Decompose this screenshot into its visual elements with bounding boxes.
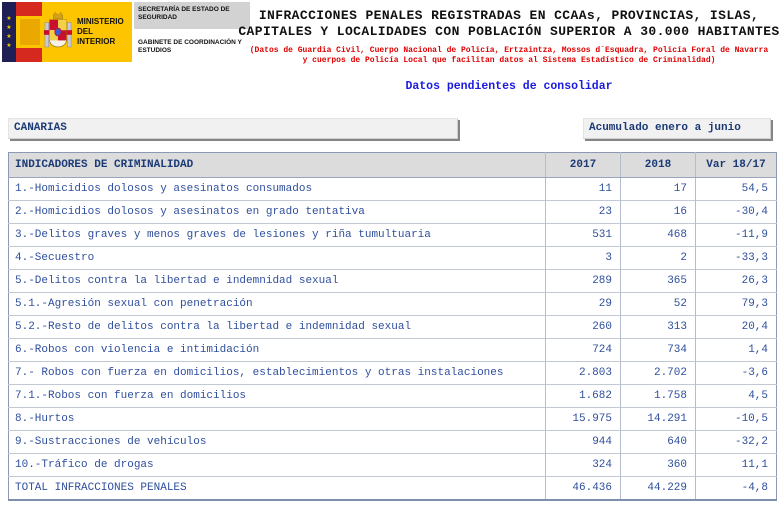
indicator-cell: 4.-Secuestro bbox=[9, 247, 546, 270]
indicator-cell: 7.- Robos con fuerza en domicilios, establecimientos y otras instalaciones bbox=[9, 362, 546, 385]
indicator-cell: 3.-Delitos graves y menos graves de lesiones y riña tumultuaria bbox=[9, 224, 546, 247]
table-row bbox=[9, 224, 777, 247]
variation-cell: -32,2 bbox=[696, 431, 777, 454]
eu-stars-strip bbox=[2, 2, 16, 62]
sources-note bbox=[236, 46, 782, 65]
period-selector[interactable]: Acumulado enero a junio bbox=[583, 118, 771, 139]
variation-cell: -30,4 bbox=[696, 201, 777, 224]
value-2018-cell: 360 bbox=[621, 454, 696, 477]
value-2018-cell: 365 bbox=[621, 270, 696, 293]
value-2017-cell: 944 bbox=[546, 431, 621, 454]
table-row bbox=[9, 178, 777, 201]
value-2018-cell: 44.229 bbox=[621, 477, 696, 500]
value-2017-cell: 260 bbox=[546, 316, 621, 339]
star-icon: ★ bbox=[6, 32, 12, 40]
column-header-2017: 2017 bbox=[546, 153, 621, 178]
sources-note-line1: (Datos de Guardia Civil, Cuerpo Nacional de Policía, Ertzaintza, Mossos d´Esquadra, Policía Foral de Navarra bbox=[249, 46, 769, 55]
table-row bbox=[9, 201, 777, 224]
value-2018-cell: 640 bbox=[621, 431, 696, 454]
value-2018-cell: 734 bbox=[621, 339, 696, 362]
coat-of-arms-icon bbox=[42, 2, 74, 62]
value-2018-cell: 2.702 bbox=[621, 362, 696, 385]
spain-flag bbox=[16, 2, 42, 62]
variation-cell: 79,3 bbox=[696, 293, 777, 316]
variation-cell: 26,3 bbox=[696, 270, 777, 293]
page-title-line2: CAPITALES Y LOCALIDADES CON POBLACIÓN SUPERIOR A 30.000 HABITANTES bbox=[238, 24, 780, 39]
table-row bbox=[9, 385, 777, 408]
column-header-2018: 2018 bbox=[621, 153, 696, 178]
table-row bbox=[9, 316, 777, 339]
value-2017-cell: 29 bbox=[546, 293, 621, 316]
variation-cell: 54,5 bbox=[696, 178, 777, 201]
ministry-name-line1: MINISTERIO bbox=[77, 17, 124, 26]
table-row bbox=[9, 362, 777, 385]
value-2017-cell: 11 bbox=[546, 178, 621, 201]
department-labels bbox=[134, 2, 250, 62]
table-row bbox=[9, 431, 777, 454]
ministry-logo bbox=[2, 2, 250, 62]
report-header bbox=[236, 8, 782, 93]
table-row bbox=[9, 408, 777, 431]
variation-cell: -10,5 bbox=[696, 408, 777, 431]
value-2017-cell: 531 bbox=[546, 224, 621, 247]
indicator-cell: 1.-Homicidios dolosos y asesinatos consumados bbox=[9, 178, 546, 201]
page-title-line1: INFRACCIONES PENALES REGISTRADAS EN CCAAs, PROVINCIAS, ISLAS, bbox=[258, 8, 760, 23]
column-header-indicators: INDICADORES DE CRIMINALIDAD bbox=[9, 153, 546, 178]
value-2017-cell: 15.975 bbox=[546, 408, 621, 431]
value-2017-cell: 2.803 bbox=[546, 362, 621, 385]
table-row bbox=[9, 339, 777, 362]
flag-red-band bbox=[16, 2, 42, 16]
sources-note-line2: y cuerpos de Policía Local que facilitan datos al Sistema Estadístico de Criminalidad) bbox=[302, 55, 716, 65]
indicator-cell: 10.-Tráfico de drogas bbox=[9, 454, 546, 477]
indicator-cell: 9.-Sustracciones de vehículos bbox=[9, 431, 546, 454]
value-2018-cell: 2 bbox=[621, 247, 696, 270]
table-header-row bbox=[9, 153, 777, 178]
value-2018-cell: 1.758 bbox=[621, 385, 696, 408]
indicator-cell: 5.-Delitos contra la libertad e indemnidad sexual bbox=[9, 270, 546, 293]
value-2017-cell: 289 bbox=[546, 270, 621, 293]
indicator-cell: 5.1.-Agresión sexual con penetración bbox=[9, 293, 546, 316]
value-2017-cell: 46.436 bbox=[546, 477, 621, 500]
value-2018-cell: 468 bbox=[621, 224, 696, 247]
indicator-cell: TOTAL INFRACCIONES PENALES bbox=[9, 477, 546, 500]
indicator-cell: 6.-Robos con violencia e intimidación bbox=[9, 339, 546, 362]
variation-cell: -11,9 bbox=[696, 224, 777, 247]
value-2017-cell: 724 bbox=[546, 339, 621, 362]
region-selector[interactable]: CANARIAS bbox=[8, 118, 458, 139]
indicator-cell: 7.1.-Robos con fuerza en domicilios bbox=[9, 385, 546, 408]
variation-cell: 4,5 bbox=[696, 385, 777, 408]
flag-red-band bbox=[16, 48, 42, 62]
star-icon: ★ bbox=[6, 23, 12, 31]
variation-cell: 11,1 bbox=[696, 454, 777, 477]
star-icon: ★ bbox=[6, 41, 12, 49]
gabinete-box: GABINETE DE COORDINACIÓN Y ESTUDIOS bbox=[134, 35, 250, 62]
table-row bbox=[9, 270, 777, 293]
value-2018-cell: 52 bbox=[621, 293, 696, 316]
table-row bbox=[9, 293, 777, 316]
variation-cell: 1,4 bbox=[696, 339, 777, 362]
table-row bbox=[9, 247, 777, 270]
value-2018-cell: 16 bbox=[621, 201, 696, 224]
value-2018-cell: 313 bbox=[621, 316, 696, 339]
secretaria-box: SECRETARÍA DE ESTADO DE SEGURIDAD bbox=[134, 2, 250, 29]
pending-data-note: Datos pendientes de consolidar bbox=[405, 80, 613, 93]
value-2017-cell: 23 bbox=[546, 201, 621, 224]
indicator-cell: 8.-Hurtos bbox=[9, 408, 546, 431]
variation-cell: -33,3 bbox=[696, 247, 777, 270]
value-2017-cell: 3 bbox=[546, 247, 621, 270]
variation-cell: -3,6 bbox=[696, 362, 777, 385]
column-header-variation: Var 18/17 bbox=[696, 153, 777, 178]
variation-cell: -4,8 bbox=[696, 477, 777, 500]
variation-cell: 20,4 bbox=[696, 316, 777, 339]
table-row bbox=[9, 454, 777, 477]
ministry-name bbox=[74, 2, 132, 62]
star-icon: ★ bbox=[6, 14, 12, 22]
flag-yellow-band bbox=[16, 16, 42, 48]
indicator-cell: 5.2.-Resto de delitos contra la libertad e indemnidad sexual bbox=[9, 316, 546, 339]
ministry-name-line2: DEL INTERIOR bbox=[77, 27, 116, 46]
flag-inner-rect bbox=[20, 19, 40, 45]
table-row-total bbox=[9, 477, 777, 500]
indicators-table bbox=[8, 152, 777, 501]
indicator-cell: 2.-Homicidios dolosos y asesinatos en grado tentativa bbox=[9, 201, 546, 224]
value-2018-cell: 14.291 bbox=[621, 408, 696, 431]
value-2017-cell: 324 bbox=[546, 454, 621, 477]
value-2018-cell: 17 bbox=[621, 178, 696, 201]
value-2017-cell: 1.682 bbox=[546, 385, 621, 408]
